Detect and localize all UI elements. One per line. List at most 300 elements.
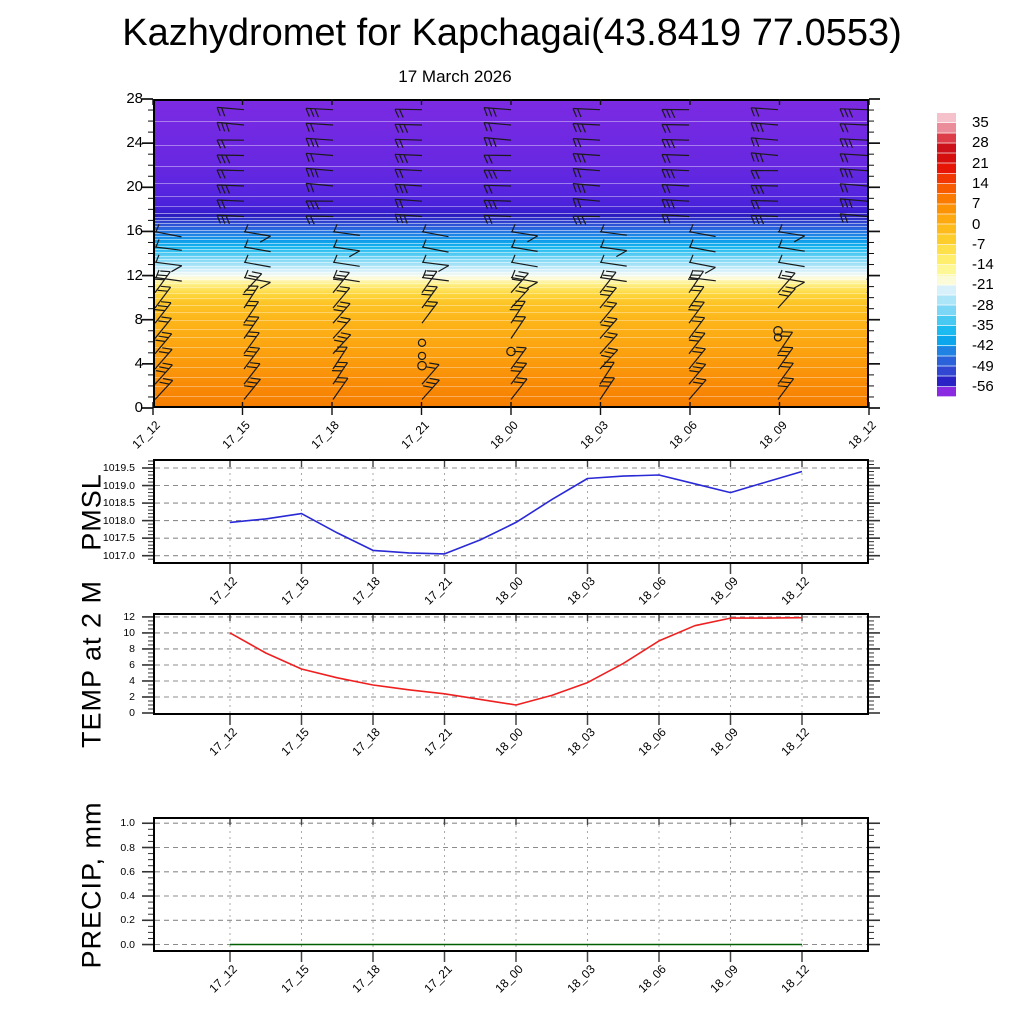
- wind-barb: [161, 302, 171, 303]
- wind-barb: [341, 317, 351, 319]
- tick-label-x: 17_21: [397, 418, 432, 452]
- wind-barb: [662, 125, 666, 133]
- tick-label-y: 0: [129, 707, 135, 719]
- wind-barb: [311, 216, 315, 224]
- wind-barb: [222, 200, 226, 208]
- wind-barb: [395, 124, 399, 132]
- wind-barb: [778, 247, 805, 251]
- tick-label-x: 18_03: [563, 962, 598, 996]
- wind-barb: [845, 124, 849, 132]
- wind-barb: [662, 140, 666, 148]
- tick-label-x: 17_21: [420, 962, 455, 996]
- wind-barb: [667, 110, 671, 118]
- tick-label-x: 17_21: [420, 574, 455, 608]
- tick-label-x: 17_18: [349, 962, 383, 996]
- wind-barb: [421, 294, 431, 295]
- calm-circle: [418, 339, 425, 346]
- wind-barb: [671, 170, 675, 178]
- wind-barb: [582, 124, 585, 132]
- wind-barb: [519, 272, 529, 274]
- wind-barb: [160, 382, 170, 384]
- wind-barb: [163, 379, 173, 381]
- wind-barb: [334, 340, 344, 342]
- wind-barb: [690, 270, 693, 278]
- tick-label-x: 18_03: [563, 574, 598, 608]
- wind-barb: [489, 200, 493, 208]
- wind-barb: [424, 275, 434, 276]
- wind-barb: [243, 325, 253, 326]
- wind-barb: [161, 286, 171, 287]
- wind-barb: [751, 201, 755, 209]
- wind-barb: [840, 124, 844, 132]
- wind-barb: [226, 185, 230, 193]
- wind-barb: [690, 255, 693, 262]
- wind-barb: [489, 185, 493, 193]
- wind-barb: [484, 138, 487, 147]
- wind-barb: [667, 140, 671, 148]
- wind-barb: [511, 371, 521, 372]
- precip-plot-svg: [155, 819, 867, 950]
- wind-barb: [404, 215, 407, 223]
- tick-label-y: 0.6: [120, 865, 135, 878]
- tick-label-x: 18_09: [755, 418, 790, 452]
- tick-label-x: 17_15: [277, 962, 312, 996]
- wind-barb: [306, 138, 309, 146]
- wind-barb: [159, 352, 169, 354]
- wind-barb: [845, 169, 848, 177]
- wind-barb: [845, 109, 849, 117]
- tick-label-x: 17_15: [218, 418, 253, 452]
- tick-label-y: 0.8: [120, 841, 135, 854]
- wind-barb: [667, 200, 670, 208]
- wind-barb: [395, 109, 399, 117]
- wind-barb: [692, 336, 702, 337]
- tick-label-y: 1019.0: [102, 479, 135, 492]
- wind-barb: [845, 154, 848, 162]
- tick-label-x: 18_03: [576, 418, 611, 452]
- wind-barb: [489, 216, 493, 224]
- colorbar-label: -35: [972, 317, 994, 334]
- wind-barb: [608, 333, 618, 335]
- wind-barb: [783, 363, 793, 364]
- wind-barb: [156, 240, 159, 248]
- wind-barb: [424, 290, 434, 291]
- tick-label-y: 16: [126, 222, 143, 240]
- wind-barb: [423, 224, 426, 231]
- wind-barb: [334, 270, 337, 278]
- wind-barb: [705, 267, 715, 273]
- wind-barb: [438, 266, 448, 272]
- wind-barb: [511, 247, 538, 251]
- wind-barb: [582, 184, 585, 193]
- wind-barb: [427, 271, 437, 272]
- wind-barb: [777, 355, 787, 356]
- wind-barb: [604, 336, 614, 338]
- wind-barb: [845, 184, 848, 192]
- wind-barb: [489, 123, 492, 132]
- date-subtitle: 17 March 2026: [398, 67, 512, 86]
- wind-barb: [778, 232, 805, 236]
- wind-barb: [428, 302, 438, 303]
- colorbar-label: 14: [972, 175, 989, 192]
- wind-barb: [425, 306, 435, 307]
- wind-barb: [601, 240, 604, 248]
- wind-barb: [222, 170, 226, 178]
- wind-barb: [779, 255, 782, 262]
- wind-barb: [600, 262, 627, 266]
- wind-barb: [667, 170, 671, 178]
- wind-barb: [404, 125, 408, 133]
- wind-barb: [840, 169, 867, 171]
- colorbar-label: -42: [972, 337, 994, 355]
- tick-label-y: 2: [129, 690, 135, 703]
- tick-label-y: 1018.5: [102, 497, 135, 510]
- tick-label-y: 28: [126, 90, 143, 107]
- wind-barb: [840, 109, 844, 117]
- wind-barb: [578, 139, 581, 147]
- wind-barb: [400, 200, 403, 208]
- wind-barb: [779, 294, 789, 296]
- wind-barb: [582, 154, 585, 162]
- wind-barb: [693, 367, 703, 368]
- wind-barb: [400, 139, 404, 147]
- wind-barb: [751, 108, 778, 110]
- wind-barb: [311, 169, 314, 177]
- wind-barb: [217, 140, 221, 148]
- wind-barb: [689, 340, 699, 341]
- tick-label-x: 18_09: [706, 574, 741, 608]
- wind-barb: [493, 170, 497, 178]
- wind-barb: [751, 138, 778, 140]
- wind-barb: [695, 317, 705, 318]
- wind-barb: [689, 262, 716, 267]
- wind-barb: [751, 123, 778, 125]
- wind-barb: [247, 382, 257, 383]
- colorbar-label: -28: [972, 296, 994, 314]
- tick-label-x: 17_12: [206, 962, 240, 996]
- wind-barb: [247, 367, 257, 368]
- wind-barb: [517, 363, 527, 364]
- wind-barb: [489, 138, 492, 146]
- wind-barb: [780, 351, 790, 352]
- wind-barb: [600, 247, 627, 251]
- wind-barb: [306, 216, 310, 224]
- wind-barb: [395, 214, 398, 223]
- wind-barb: [404, 185, 407, 193]
- wind-barb: [315, 109, 318, 117]
- wind-barb: [484, 170, 488, 178]
- wind-barb: [162, 332, 172, 333]
- precip-panel: [153, 817, 869, 952]
- wind-barb: [222, 185, 226, 193]
- wind-barb: [578, 124, 581, 132]
- wind-barb: [217, 122, 244, 125]
- wind-barb: [400, 215, 403, 223]
- wind-barb: [493, 139, 496, 148]
- pmsl-series-line: [230, 472, 802, 554]
- tick-label-y: 0.2: [120, 914, 135, 927]
- wind-barb: [156, 224, 159, 231]
- wind-barb: [430, 378, 440, 380]
- wind-barb: [582, 216, 586, 224]
- tick-label-x: 18_00: [487, 418, 521, 452]
- wind-barb: [306, 183, 309, 192]
- wind-barb: [341, 333, 351, 335]
- wind-barb: [756, 216, 760, 224]
- wind-barb: [573, 199, 576, 208]
- tick-label-y: 8: [134, 310, 143, 328]
- wind-barb: [692, 351, 702, 352]
- wind-barb: [306, 108, 333, 109]
- tick-label-y: 0: [134, 399, 143, 416]
- tick-label-x: 18_12: [778, 574, 812, 608]
- tick-label-x: 17_21: [420, 725, 455, 759]
- wind-barb: [252, 272, 262, 274]
- wind-barb: [662, 215, 665, 223]
- wind-barb: [244, 386, 254, 387]
- wind-barb: [662, 170, 666, 178]
- tick-label-y: 6: [129, 658, 135, 671]
- wind-barb: [782, 275, 792, 277]
- wind-barb: [606, 287, 616, 288]
- wind-barb: [306, 168, 333, 170]
- tick-label-x: 17_12: [206, 725, 240, 759]
- wind-barb: [159, 367, 169, 369]
- wind-barb: [573, 139, 576, 147]
- wind-barb: [696, 378, 706, 380]
- wind-barb: [756, 123, 759, 131]
- wind-barb: [427, 286, 437, 287]
- wind-barb: [517, 378, 527, 379]
- wind-barb: [573, 169, 576, 177]
- wind-barb: [222, 215, 225, 223]
- wind-barb: [515, 275, 525, 277]
- wind-barb: [250, 363, 260, 364]
- wind-barb: [217, 107, 220, 115]
- wind-barb: [156, 371, 166, 373]
- wind-barb: [246, 336, 256, 337]
- axis-title: PRECIP, mm: [76, 800, 107, 969]
- wind-barb: [760, 124, 763, 132]
- wind-barb: [171, 266, 181, 272]
- wind-barb: [395, 154, 399, 162]
- wind-barb: [159, 336, 169, 337]
- wind-barb: [600, 294, 610, 295]
- wind-barb: [516, 291, 526, 293]
- tick-label-y: 1.0: [120, 817, 135, 830]
- wind-barb: [600, 232, 627, 236]
- wind-barb: [794, 236, 804, 242]
- colorbar: [937, 113, 956, 397]
- tick-label-y: 4: [134, 354, 143, 372]
- colorbar-label: 28: [972, 134, 989, 152]
- wind-barb: [608, 348, 618, 350]
- wind-barb: [306, 138, 333, 140]
- colorbar-label: 0: [972, 215, 981, 233]
- wind-barb: [784, 378, 794, 379]
- wind-barb: [840, 214, 843, 223]
- wind-barb: [155, 232, 182, 237]
- wind-barb: [840, 199, 843, 207]
- wind-barb: [573, 216, 577, 224]
- wind-barb: [422, 278, 449, 281]
- wind-barb: [781, 382, 791, 383]
- colorbar-label: 7: [972, 195, 981, 213]
- calm-circle: [418, 352, 425, 359]
- wind-barb: [751, 153, 754, 162]
- wind-barb: [511, 232, 538, 236]
- wind-barb: [667, 125, 671, 133]
- wind-barb: [395, 199, 398, 207]
- wind-barb: [222, 108, 225, 116]
- wind-barb: [217, 170, 221, 178]
- wind-barb: [603, 275, 613, 276]
- wind-barb: [662, 155, 666, 163]
- wind-barb: [578, 169, 581, 178]
- wind-barb: [493, 108, 496, 116]
- wind-barb: [245, 240, 248, 248]
- wind-barb: [337, 306, 347, 308]
- wind-barb: [751, 186, 755, 194]
- wind-barb: [493, 201, 497, 209]
- wind-barb: [573, 184, 600, 186]
- wind-barb: [604, 306, 614, 307]
- wind-barb: [334, 224, 337, 231]
- wind-barb: [778, 386, 788, 387]
- wind-barb: [333, 247, 360, 251]
- wind-barb: [155, 310, 165, 311]
- tick-label-x: 18_12: [778, 962, 812, 996]
- wind-barb: [573, 169, 600, 171]
- wind-barb: [689, 232, 716, 237]
- tick-label-y: 10: [123, 626, 135, 639]
- wind-barb: [400, 185, 403, 193]
- wind-barb: [337, 291, 347, 292]
- wind-barb: [336, 275, 346, 276]
- calm-circle: [418, 362, 426, 370]
- wind-barb: [349, 251, 359, 257]
- wind-barb: [217, 200, 221, 208]
- wind-barb: [306, 153, 333, 155]
- wind-barb: [222, 140, 226, 148]
- wind-barb: [334, 255, 337, 262]
- wind-barb: [245, 224, 248, 231]
- tick-label-x: 18_03: [563, 725, 598, 759]
- wind-barb: [484, 200, 488, 208]
- wind-barb: [849, 200, 852, 209]
- wind-barb: [607, 302, 617, 303]
- wind-barb: [335, 382, 345, 383]
- wind-barb: [315, 201, 319, 209]
- wind-barb: [337, 321, 347, 323]
- axis-title: TEMP at 2 M: [76, 579, 107, 749]
- wind-barb: [311, 139, 314, 147]
- wind-barb: [512, 270, 515, 278]
- wind-barb: [696, 363, 706, 364]
- wind-barb: [339, 271, 349, 272]
- wind-barb: [578, 199, 581, 207]
- wind-barb: [306, 123, 309, 131]
- wind-barb: [222, 155, 226, 163]
- wind-barb: [514, 382, 524, 383]
- wind-barb: [395, 199, 422, 201]
- wind-barb: [671, 110, 675, 118]
- wind-barb: [333, 232, 360, 236]
- wind-barb: [573, 154, 600, 156]
- wind-barb: [311, 124, 314, 132]
- wind-barb: [606, 271, 616, 272]
- wind-barb: [662, 215, 689, 217]
- wind-barb: [662, 200, 665, 208]
- wind-barb: [694, 286, 704, 287]
- wind-barb: [778, 262, 805, 266]
- wind-barb: [311, 154, 314, 162]
- wind-barb: [395, 184, 398, 192]
- wind-barb: [260, 236, 270, 242]
- tick-label-x: 18_06: [666, 418, 700, 452]
- wind-barb: [423, 270, 426, 278]
- wind-barb: [695, 348, 705, 349]
- wind-barb: [845, 214, 848, 223]
- wind-barb: [667, 215, 670, 223]
- wind-barb: [840, 184, 843, 193]
- wind-barb: [516, 347, 526, 348]
- wind-barb: [756, 108, 759, 116]
- wind-barb: [160, 271, 170, 272]
- wind-barb: [693, 382, 703, 384]
- wind-barb: [395, 169, 398, 177]
- wind-barb: [249, 332, 259, 333]
- wind-barb: [840, 214, 867, 217]
- wind-barb: [783, 347, 793, 348]
- wind-barb: [340, 302, 350, 304]
- wind-barb: [249, 275, 259, 277]
- wind-barb: [573, 109, 577, 117]
- wind-barb: [163, 363, 173, 365]
- tick-label-x: 17_12: [206, 574, 240, 608]
- wind-barb: [423, 255, 426, 262]
- wind-barb: [601, 270, 604, 278]
- wind-barb: [340, 287, 350, 288]
- wind-barb: [484, 138, 511, 141]
- wind-barb: [161, 317, 171, 318]
- wind-barb: [395, 169, 422, 170]
- wind-barb: [601, 224, 604, 231]
- wind-barb: [311, 109, 314, 117]
- wind-barb: [246, 321, 256, 322]
- wind-barb: [527, 236, 537, 242]
- wind-barb: [250, 347, 260, 348]
- wind-barb: [751, 138, 754, 146]
- cross-section-panel: [153, 99, 869, 408]
- wind-barb: [511, 262, 538, 267]
- wind-barb: [244, 355, 254, 356]
- wind-barb: [840, 199, 867, 201]
- wind-barb: [315, 139, 318, 147]
- wind-barb: [779, 224, 782, 231]
- colorbar-label: -14: [972, 256, 994, 274]
- wind-barb: [306, 168, 309, 176]
- axis-title: PMSL: [76, 472, 107, 551]
- wind-barb: [751, 216, 755, 224]
- wind-barb: [690, 224, 693, 231]
- wind-barb: [217, 107, 244, 109]
- wind-barb: [840, 184, 867, 186]
- wind-barb: [244, 232, 271, 236]
- wind-barb: [756, 186, 760, 194]
- wind-barb: [600, 278, 627, 282]
- tick-label-x: 17_15: [277, 574, 312, 608]
